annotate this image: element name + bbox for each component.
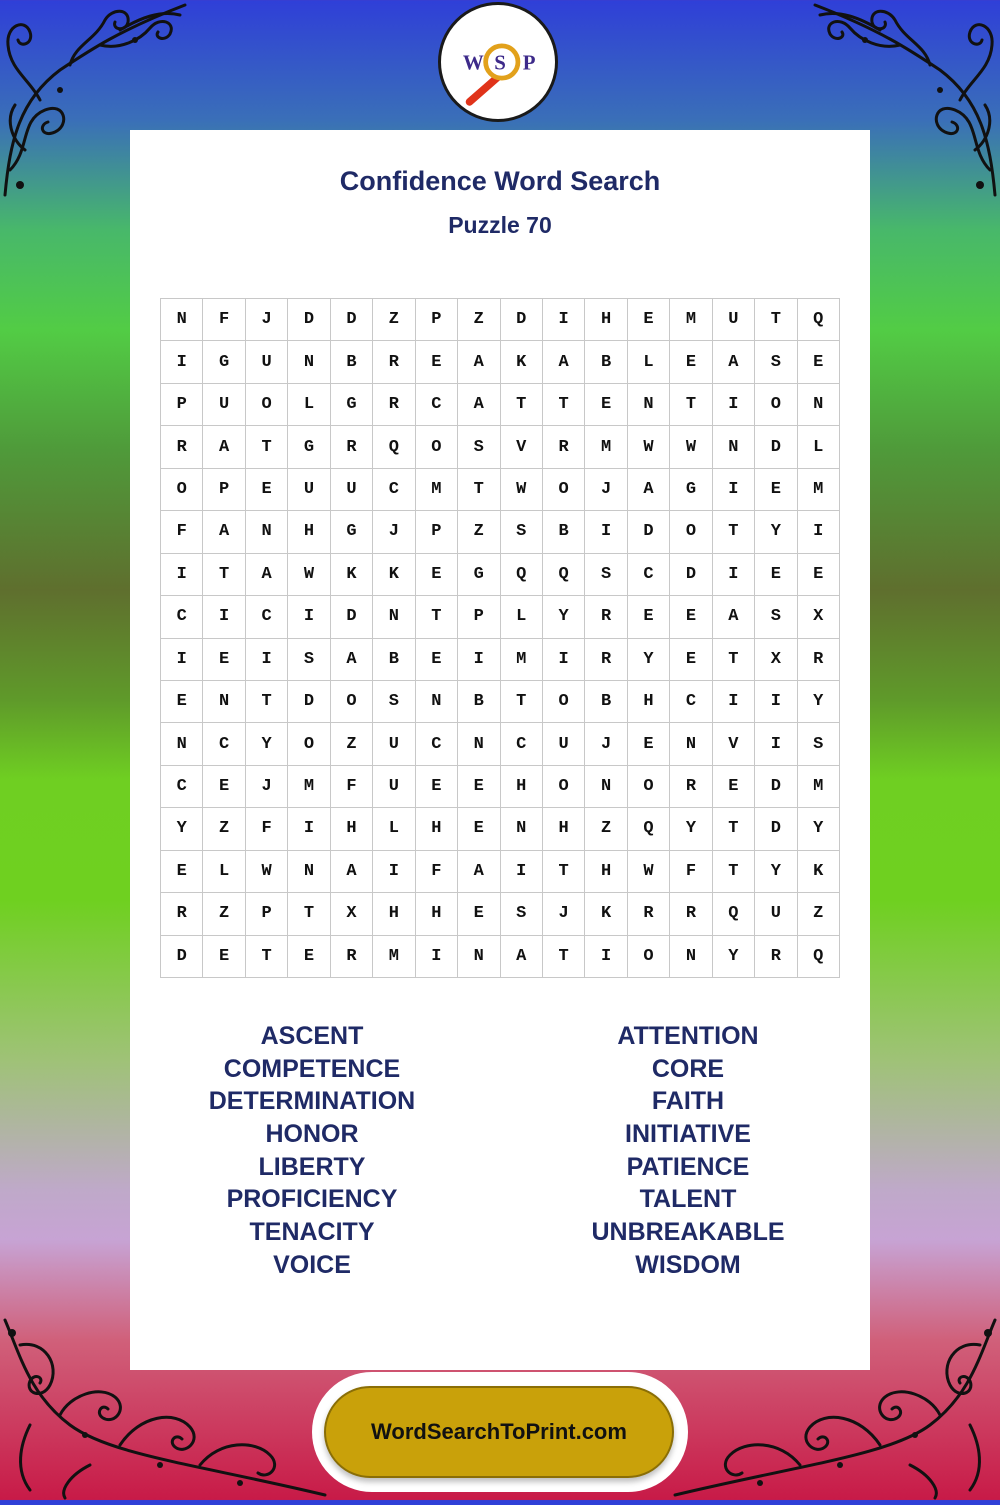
grid-cell[interactable]: T bbox=[501, 384, 543, 426]
grid-cell[interactable]: D bbox=[331, 596, 373, 638]
grid-cell[interactable]: H bbox=[501, 766, 543, 808]
grid-cell[interactable]: K bbox=[501, 341, 543, 383]
grid-cell[interactable]: R bbox=[798, 639, 840, 681]
grid-cell[interactable]: X bbox=[331, 893, 373, 935]
footer-pill bbox=[312, 1372, 688, 1492]
grid-cell[interactable]: F bbox=[161, 511, 203, 553]
grid-cell[interactable]: V bbox=[713, 723, 755, 765]
grid-cell[interactable]: O bbox=[161, 469, 203, 511]
grid-cell[interactable]: T bbox=[458, 469, 500, 511]
word-list-right bbox=[528, 1020, 848, 1282]
grid-cell[interactable]: T bbox=[543, 936, 585, 978]
word-list-item: HONOR bbox=[265, 1120, 359, 1149]
grid-cell[interactable]: R bbox=[755, 936, 797, 978]
grid-cell[interactable]: N bbox=[670, 936, 712, 978]
grid-cell[interactable]: F bbox=[203, 299, 245, 341]
grid-cell[interactable]: K bbox=[585, 893, 627, 935]
word-list-item: INITIATIVE bbox=[625, 1120, 751, 1149]
grid-cell[interactable]: F bbox=[331, 766, 373, 808]
grid-cell[interactable]: I bbox=[246, 639, 288, 681]
grid-cell[interactable]: B bbox=[585, 341, 627, 383]
grid-cell[interactable]: O bbox=[416, 426, 458, 468]
grid-cell[interactable]: C bbox=[416, 723, 458, 765]
letter-grid[interactable] bbox=[160, 298, 840, 978]
grid-cell[interactable]: J bbox=[585, 723, 627, 765]
logo-letter-s: S bbox=[494, 50, 506, 75]
grid-cell[interactable]: A bbox=[458, 384, 500, 426]
grid-cell[interactable]: D bbox=[161, 936, 203, 978]
grid-cell[interactable]: W bbox=[246, 851, 288, 893]
grid-cell[interactable]: M bbox=[670, 299, 712, 341]
grid-cell[interactable]: M bbox=[416, 469, 458, 511]
grid-cell[interactable]: T bbox=[246, 681, 288, 723]
grid-cell[interactable]: E bbox=[798, 554, 840, 596]
logo-letter-w: W bbox=[462, 50, 484, 75]
grid-cell[interactable]: P bbox=[161, 384, 203, 426]
grid-cell[interactable]: N bbox=[458, 723, 500, 765]
word-list-item: ASCENT bbox=[260, 1022, 364, 1050]
grid-cell[interactable]: N bbox=[161, 299, 203, 341]
grid-cell[interactable]: R bbox=[628, 893, 670, 935]
grid-cell[interactable]: T bbox=[416, 596, 458, 638]
grid-cell[interactable]: J bbox=[246, 299, 288, 341]
grid-cell[interactable]: G bbox=[203, 341, 245, 383]
grid-cell[interactable]: O bbox=[246, 384, 288, 426]
grid-cell[interactable]: D bbox=[288, 681, 330, 723]
grid-cell[interactable]: U bbox=[331, 469, 373, 511]
word-list-item: TENACITY bbox=[249, 1218, 375, 1247]
grid-cell[interactable]: Y bbox=[543, 596, 585, 638]
grid-cell[interactable]: A bbox=[458, 851, 500, 893]
grid-cell[interactable]: A bbox=[543, 341, 585, 383]
grid-cell[interactable]: T bbox=[246, 936, 288, 978]
grid-cell[interactable]: U bbox=[288, 469, 330, 511]
grid-cell[interactable]: R bbox=[373, 384, 415, 426]
grid-cell[interactable]: I bbox=[288, 808, 330, 850]
grid-cell[interactable]: I bbox=[798, 511, 840, 553]
grid-cell[interactable]: E bbox=[585, 384, 627, 426]
grid-cell[interactable]: W bbox=[501, 469, 543, 511]
grid-cell[interactable]: E bbox=[203, 639, 245, 681]
grid-cell[interactable]: E bbox=[670, 596, 712, 638]
grid-cell[interactable]: A bbox=[246, 554, 288, 596]
grid-cell[interactable]: T bbox=[713, 808, 755, 850]
grid-cell[interactable]: E bbox=[416, 766, 458, 808]
grid-cell[interactable]: W bbox=[288, 554, 330, 596]
grid-cell[interactable]: X bbox=[798, 596, 840, 638]
grid-cell[interactable]: S bbox=[755, 341, 797, 383]
grid-cell[interactable]: B bbox=[458, 681, 500, 723]
grid-cell[interactable]: T bbox=[670, 384, 712, 426]
grid-cell[interactable]: H bbox=[543, 808, 585, 850]
grid-cell[interactable]: E bbox=[203, 766, 245, 808]
word-list-item: LIBERTY bbox=[258, 1152, 366, 1181]
grid-cell[interactable]: A bbox=[203, 511, 245, 553]
grid-cell[interactable]: P bbox=[416, 299, 458, 341]
grid-cell[interactable]: R bbox=[585, 639, 627, 681]
grid-cell[interactable]: S bbox=[288, 639, 330, 681]
grid-cell[interactable]: I bbox=[161, 639, 203, 681]
grid-cell[interactable]: H bbox=[628, 681, 670, 723]
grid-cell[interactable]: Q bbox=[713, 893, 755, 935]
grid-cell[interactable]: N bbox=[288, 851, 330, 893]
grid-cell[interactable]: J bbox=[373, 511, 415, 553]
grid-cell[interactable]: N bbox=[628, 384, 670, 426]
grid-cell[interactable]: P bbox=[416, 511, 458, 553]
grid-cell[interactable]: C bbox=[246, 596, 288, 638]
grid-cell[interactable]: T bbox=[713, 851, 755, 893]
grid-cell[interactable]: C bbox=[670, 681, 712, 723]
word-list-item: COMPETENCE bbox=[223, 1054, 401, 1083]
grid-cell[interactable]: D bbox=[755, 808, 797, 850]
grid-cell[interactable]: I bbox=[161, 554, 203, 596]
grid-cell[interactable]: H bbox=[585, 851, 627, 893]
grid-cell[interactable]: Z bbox=[203, 808, 245, 850]
grid-cell[interactable]: G bbox=[288, 426, 330, 468]
grid-cell[interactable]: Y bbox=[755, 851, 797, 893]
grid-cell[interactable]: J bbox=[246, 766, 288, 808]
grid-cell[interactable]: D bbox=[331, 299, 373, 341]
grid-cell[interactable]: O bbox=[628, 936, 670, 978]
grid-cell[interactable]: C bbox=[501, 723, 543, 765]
grid-cell[interactable]: Z bbox=[458, 511, 500, 553]
grid-cell[interactable]: U bbox=[543, 723, 585, 765]
grid-cell[interactable]: Z bbox=[203, 893, 245, 935]
grid-cell[interactable]: W bbox=[628, 851, 670, 893]
grid-cell[interactable]: L bbox=[501, 596, 543, 638]
grid-cell[interactable]: D bbox=[670, 554, 712, 596]
grid-cell[interactable]: I bbox=[458, 639, 500, 681]
grid-cell[interactable]: B bbox=[585, 681, 627, 723]
grid-cell[interactable]: E bbox=[713, 766, 755, 808]
word-list-item: PROFICIENCY bbox=[226, 1185, 398, 1214]
grid-cell[interactable]: A bbox=[501, 936, 543, 978]
grid-cell[interactable]: I bbox=[585, 936, 627, 978]
grid-cell[interactable]: E bbox=[416, 554, 458, 596]
grid-cell[interactable]: Q bbox=[798, 299, 840, 341]
grid-cell[interactable]: N bbox=[416, 681, 458, 723]
website-link-button[interactable]: WordSearchToPrint.com bbox=[324, 1386, 674, 1478]
grid-cell[interactable]: D bbox=[755, 766, 797, 808]
grid-cell[interactable]: B bbox=[373, 639, 415, 681]
grid-cell[interactable]: Q bbox=[501, 554, 543, 596]
grid-cell[interactable]: L bbox=[628, 341, 670, 383]
grid-cell[interactable]: Y bbox=[798, 808, 840, 850]
grid-cell[interactable]: N bbox=[458, 936, 500, 978]
grid-cell[interactable]: Z bbox=[373, 299, 415, 341]
grid-cell[interactable]: T bbox=[543, 384, 585, 426]
grid-cell[interactable]: O bbox=[543, 681, 585, 723]
word-list-item: PATIENCE bbox=[626, 1152, 750, 1181]
grid-cell[interactable]: E bbox=[755, 554, 797, 596]
grid-cell[interactable]: E bbox=[798, 341, 840, 383]
grid-cell[interactable]: I bbox=[543, 299, 585, 341]
grid-cell[interactable]: S bbox=[755, 596, 797, 638]
word-list-item: TALENT bbox=[639, 1185, 737, 1214]
grid-cell[interactable]: E bbox=[628, 596, 670, 638]
grid-cell[interactable]: S bbox=[501, 893, 543, 935]
grid-cell[interactable]: R bbox=[331, 426, 373, 468]
grid-cell[interactable]: Y bbox=[628, 639, 670, 681]
grid-cell[interactable]: N bbox=[161, 723, 203, 765]
grid-cell[interactable]: E bbox=[288, 936, 330, 978]
grid-cell[interactable]: C bbox=[203, 723, 245, 765]
grid-cell[interactable]: T bbox=[543, 851, 585, 893]
grid-cell[interactable]: I bbox=[416, 936, 458, 978]
grid-cell[interactable]: D bbox=[288, 299, 330, 341]
grid-cell[interactable]: U bbox=[373, 766, 415, 808]
grid-cell[interactable]: Y bbox=[755, 511, 797, 553]
grid-cell[interactable]: G bbox=[331, 511, 373, 553]
grid-cell[interactable]: E bbox=[161, 851, 203, 893]
grid-cell[interactable]: G bbox=[331, 384, 373, 426]
grid-cell[interactable]: S bbox=[585, 554, 627, 596]
grid-cell[interactable]: K bbox=[373, 554, 415, 596]
grid-cell[interactable]: B bbox=[331, 341, 373, 383]
grid-cell[interactable]: P bbox=[203, 469, 245, 511]
grid-cell[interactable]: V bbox=[501, 426, 543, 468]
grid-cell[interactable]: C bbox=[416, 384, 458, 426]
grid-cell[interactable]: O bbox=[543, 469, 585, 511]
word-list-item: FAITH bbox=[651, 1087, 725, 1116]
grid-cell[interactable]: R bbox=[373, 341, 415, 383]
grid-cell[interactable]: A bbox=[331, 639, 373, 681]
grid-cell[interactable]: P bbox=[246, 893, 288, 935]
grid-cell[interactable]: Q bbox=[628, 808, 670, 850]
grid-cell[interactable]: L bbox=[373, 808, 415, 850]
grid-cell[interactable]: Q bbox=[543, 554, 585, 596]
grid-cell[interactable]: E bbox=[458, 893, 500, 935]
grid-cell[interactable]: D bbox=[755, 426, 797, 468]
grid-cell[interactable]: Z bbox=[585, 808, 627, 850]
grid-cell[interactable]: H bbox=[585, 299, 627, 341]
grid-cell[interactable]: G bbox=[670, 469, 712, 511]
grid-cell[interactable]: A bbox=[203, 426, 245, 468]
grid-cell[interactable]: E bbox=[755, 469, 797, 511]
grid-cell[interactable]: Y bbox=[246, 723, 288, 765]
grid-cell[interactable]: Q bbox=[373, 426, 415, 468]
word-list-item: ATTENTION bbox=[617, 1022, 759, 1050]
grid-cell[interactable]: A bbox=[458, 341, 500, 383]
grid-cell[interactable]: U bbox=[203, 384, 245, 426]
grid-cell[interactable]: I bbox=[713, 384, 755, 426]
word-list-item: WISDOM bbox=[635, 1250, 741, 1279]
grid-cell[interactable]: I bbox=[161, 341, 203, 383]
grid-cell[interactable]: O bbox=[628, 766, 670, 808]
grid-cell[interactable]: E bbox=[458, 766, 500, 808]
grid-cell[interactable]: J bbox=[585, 469, 627, 511]
grid-cell[interactable]: T bbox=[501, 681, 543, 723]
grid-cell[interactable]: E bbox=[458, 808, 500, 850]
grid-cell[interactable]: A bbox=[628, 469, 670, 511]
grid-cell[interactable]: H bbox=[416, 893, 458, 935]
grid-cell[interactable]: S bbox=[798, 723, 840, 765]
grid-cell[interactable]: I bbox=[373, 851, 415, 893]
grid-cell[interactable]: M bbox=[501, 639, 543, 681]
grid-cell[interactable]: N bbox=[373, 596, 415, 638]
word-list-item: DETERMINATION bbox=[208, 1087, 416, 1116]
word-list-item: UNBREAKABLE bbox=[591, 1218, 785, 1247]
grid-cell[interactable]: I bbox=[203, 596, 245, 638]
grid-cell[interactable]: I bbox=[755, 681, 797, 723]
grid-cell[interactable]: W bbox=[628, 426, 670, 468]
word-list-left bbox=[152, 1020, 472, 1282]
grid-cell[interactable]: N bbox=[798, 384, 840, 426]
grid-cell[interactable]: I bbox=[755, 723, 797, 765]
grid-cell[interactable]: D bbox=[501, 299, 543, 341]
grid-cell[interactable]: H bbox=[331, 808, 373, 850]
grid-cell[interactable]: T bbox=[755, 299, 797, 341]
grid-cell[interactable]: Y bbox=[670, 808, 712, 850]
grid-cell[interactable]: Y bbox=[798, 681, 840, 723]
grid-cell[interactable]: I bbox=[585, 511, 627, 553]
grid-cell[interactable]: H bbox=[288, 511, 330, 553]
puzzle-card bbox=[130, 130, 870, 1370]
grid-cell[interactable]: E bbox=[670, 341, 712, 383]
grid-cell[interactable]: W bbox=[670, 426, 712, 468]
grid-cell[interactable]: E bbox=[203, 936, 245, 978]
grid-cell[interactable]: A bbox=[331, 851, 373, 893]
word-list-item: CORE bbox=[651, 1054, 725, 1083]
grid-cell[interactable]: O bbox=[331, 681, 373, 723]
puzzle-number: Puzzle 70 bbox=[448, 212, 552, 238]
grid-cell[interactable]: N bbox=[670, 723, 712, 765]
grid-cell[interactable]: U bbox=[755, 893, 797, 935]
grid-cell[interactable]: R bbox=[670, 893, 712, 935]
grid-cell[interactable]: E bbox=[416, 639, 458, 681]
grid-cell[interactable]: N bbox=[713, 426, 755, 468]
grid-cell[interactable]: L bbox=[798, 426, 840, 468]
grid-cell[interactable]: M bbox=[798, 766, 840, 808]
grid-cell[interactable]: X bbox=[755, 639, 797, 681]
grid-cell[interactable]: Y bbox=[713, 936, 755, 978]
grid-cell[interactable]: F bbox=[670, 851, 712, 893]
grid-cell[interactable]: T bbox=[288, 893, 330, 935]
grid-cell[interactable]: P bbox=[458, 596, 500, 638]
grid-cell[interactable]: K bbox=[798, 851, 840, 893]
grid-cell[interactable]: N bbox=[203, 681, 245, 723]
grid-cell[interactable]: O bbox=[543, 766, 585, 808]
grid-cell[interactable]: I bbox=[713, 681, 755, 723]
grid-cell[interactable]: E bbox=[628, 299, 670, 341]
grid-cell[interactable]: R bbox=[161, 893, 203, 935]
grid-cell[interactable]: E bbox=[161, 681, 203, 723]
grid-cell[interactable]: N bbox=[501, 808, 543, 850]
logo-letter-p: P bbox=[522, 50, 536, 75]
grid-cell[interactable]: E bbox=[628, 723, 670, 765]
grid-cell[interactable]: I bbox=[713, 469, 755, 511]
grid-cell[interactable]: O bbox=[288, 723, 330, 765]
grid-cell[interactable]: E bbox=[416, 341, 458, 383]
grid-cell[interactable]: I bbox=[543, 639, 585, 681]
grid-cell[interactable]: M bbox=[288, 766, 330, 808]
grid-cell[interactable]: E bbox=[246, 469, 288, 511]
grid-cell[interactable]: O bbox=[755, 384, 797, 426]
grid-cell[interactable]: I bbox=[288, 596, 330, 638]
grid-cell[interactable]: Z bbox=[458, 299, 500, 341]
grid-cell[interactable]: S bbox=[373, 681, 415, 723]
grid-cell[interactable]: E bbox=[670, 639, 712, 681]
grid-cell[interactable]: F bbox=[246, 808, 288, 850]
grid-cell[interactable]: U bbox=[246, 341, 288, 383]
grid-cell[interactable]: Y bbox=[161, 808, 203, 850]
grid-cell[interactable]: C bbox=[161, 766, 203, 808]
grid-cell[interactable]: T bbox=[203, 554, 245, 596]
grid-cell[interactable]: Z bbox=[798, 893, 840, 935]
grid-cell[interactable]: T bbox=[713, 511, 755, 553]
grid-cell[interactable]: O bbox=[670, 511, 712, 553]
grid-cell[interactable]: M bbox=[798, 469, 840, 511]
grid-cell[interactable]: F bbox=[416, 851, 458, 893]
grid-cell[interactable]: T bbox=[246, 426, 288, 468]
grid-cell[interactable]: R bbox=[331, 936, 373, 978]
grid-cell[interactable]: S bbox=[458, 426, 500, 468]
grid-cell[interactable]: R bbox=[543, 426, 585, 468]
grid-cell[interactable]: L bbox=[203, 851, 245, 893]
grid-cell[interactable]: R bbox=[670, 766, 712, 808]
grid-cell[interactable]: I bbox=[501, 851, 543, 893]
grid-cell[interactable]: Q bbox=[798, 936, 840, 978]
grid-cell[interactable]: M bbox=[585, 426, 627, 468]
puzzle-title: Confidence Word Search bbox=[339, 166, 661, 196]
grid-cell[interactable]: T bbox=[713, 639, 755, 681]
grid-cell[interactable]: K bbox=[331, 554, 373, 596]
grid-cell[interactable]: G bbox=[458, 554, 500, 596]
grid-cell[interactable]: U bbox=[373, 723, 415, 765]
grid-cell[interactable]: R bbox=[585, 596, 627, 638]
grid-cell[interactable]: M bbox=[373, 936, 415, 978]
site-logo[interactable] bbox=[438, 2, 558, 122]
grid-cell[interactable]: S bbox=[501, 511, 543, 553]
grid-cell[interactable]: H bbox=[373, 893, 415, 935]
grid-cell[interactable]: C bbox=[628, 554, 670, 596]
grid-cell[interactable]: I bbox=[713, 554, 755, 596]
grid-cell[interactable]: J bbox=[543, 893, 585, 935]
grid-cell[interactable]: A bbox=[713, 596, 755, 638]
grid-cell[interactable]: Z bbox=[331, 723, 373, 765]
grid-cell[interactable]: R bbox=[161, 426, 203, 468]
grid-cell[interactable]: D bbox=[628, 511, 670, 553]
grid-cell[interactable]: U bbox=[713, 299, 755, 341]
grid-cell[interactable]: N bbox=[246, 511, 288, 553]
grid-cell[interactable]: C bbox=[161, 596, 203, 638]
grid-cell[interactable]: N bbox=[585, 766, 627, 808]
grid-cell[interactable]: A bbox=[713, 341, 755, 383]
grid-cell[interactable]: C bbox=[373, 469, 415, 511]
grid-cell[interactable]: B bbox=[543, 511, 585, 553]
grid-cell[interactable]: N bbox=[288, 341, 330, 383]
grid-cell[interactable]: H bbox=[416, 808, 458, 850]
word-list-item: VOICE bbox=[273, 1250, 351, 1279]
grid-cell[interactable]: L bbox=[288, 384, 330, 426]
